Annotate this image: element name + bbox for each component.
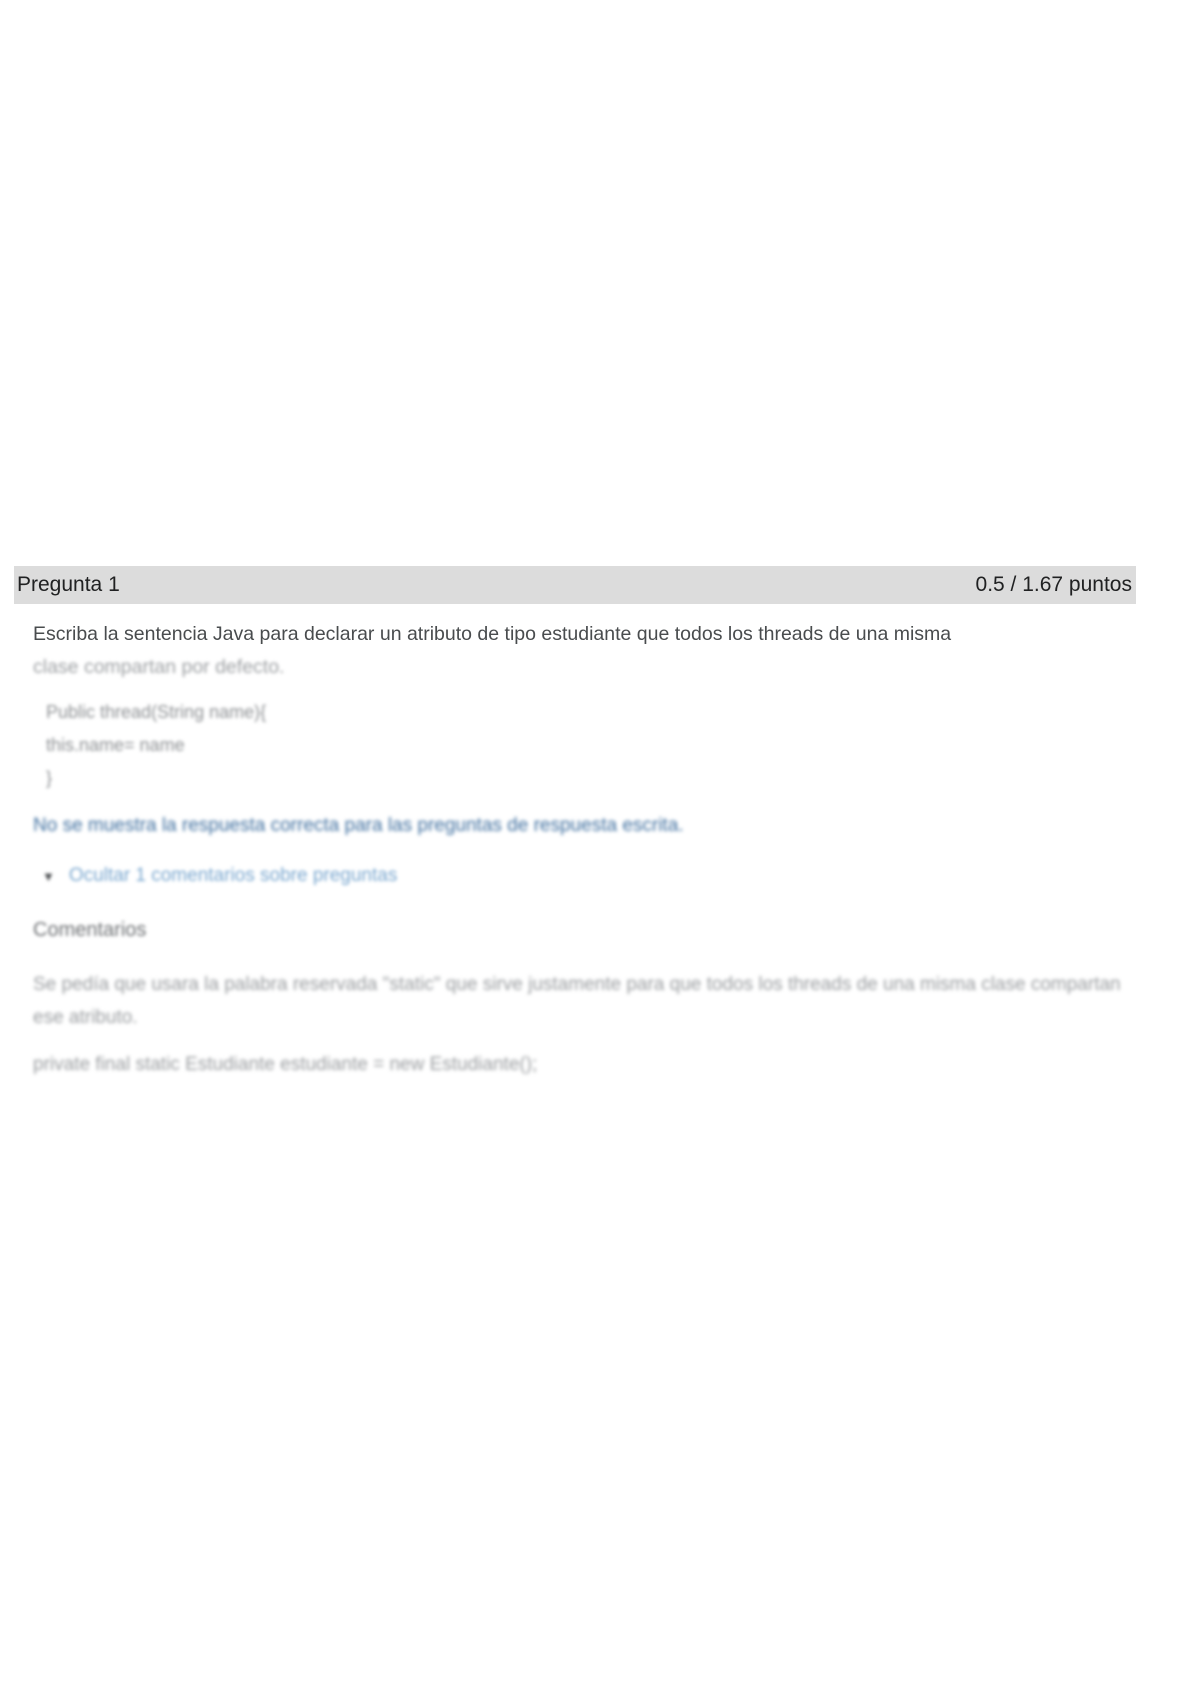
hide-feedback-link[interactable] xyxy=(42,865,1136,887)
answer-line: this.name= name xyxy=(46,735,185,755)
comment-text: Se pedía que usara la palabra reservada "static" que sirve justamente para que todos los threads de una misma clase compartan ese atributo. xyxy=(33,974,1121,1028)
question-card xyxy=(14,566,1136,1076)
question-header xyxy=(14,566,1136,604)
comments-heading: Comentarios xyxy=(33,919,147,941)
question-score: 0.5 / 1.67 puntos xyxy=(975,573,1132,596)
comment-code: private final static Estudiante estudiante = new Estudiante(); xyxy=(33,1054,538,1075)
correct-answer-notice: No se muestra la respuesta correcta para las preguntas de respuesta escrita. xyxy=(33,815,684,836)
hide-feedback-label: Ocultar 1 comentarios sobre preguntas xyxy=(68,865,398,886)
submitted-answer xyxy=(46,696,1136,795)
question-title: Pregunta 1 xyxy=(17,573,120,596)
question-text-main: Escriba la sentencia Java para declarar un atributo de tipo estudiante que todos los threads de una misma xyxy=(33,623,952,645)
answer-line: Public thread(String name){ xyxy=(46,702,267,722)
question-text-continued: clase compartan por defecto. xyxy=(33,656,285,678)
question-text xyxy=(33,618,1123,684)
triangle-down-icon: ▼ xyxy=(42,868,55,884)
question-body xyxy=(14,604,1136,1076)
answer-line: } xyxy=(46,768,53,788)
